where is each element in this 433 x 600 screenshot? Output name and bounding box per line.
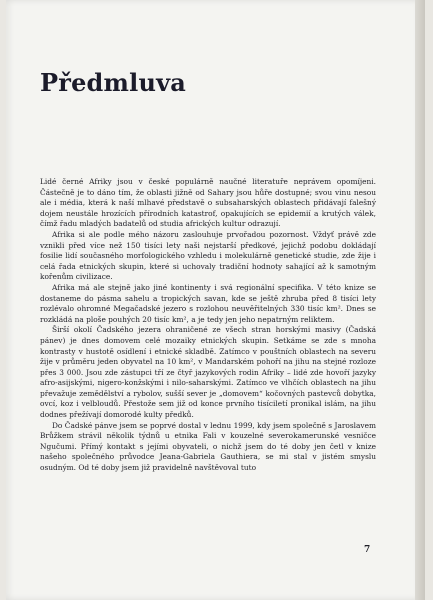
paragraph-1: Lidé černé Afriky jsou v české populárně naučné literatuře neprávem opomíjeni. Částečně je to dáno tím, že oblasti jižně od Sahary jsou hůře dostupné; svou vinu nesou ale i média, která k naší mlhavé představě o subsaharských oblastech přidávají falešný dojem neustále hrozících přírodních katastrof, opakujících se epidemií a krutých válek, čímž řadu mladých badatelů od studia afrických kultur odrazují. [40,177,376,229]
book-page [6,0,425,600]
paragraph-4: Širší okolí Čadského jezera ohraničené ze všech stran horskými masivy (Čadská pánev) je dnes domovem celé mozaiky etnických skupin. Setkáme se zde s mnoha kontrasty v hustotě osídlení i etnické skladbě. Zatímco v pouštních oblastech na severu žije v průměru jeden obyvatel na 10 km², v Mandarském pohoří na jihu na stejné rozloze přes 3 000. Jsou zde zástupci tří ze čtyř jazykových rodin Afriky – lidé zde hovoří jazyky afro-asijskými, nigero-konžskými i nilo-saharskými. Zatímco ve vlhčích oblastech na jihu převažuje zemědělství a rybolov, sušší sever je „domovem“ kočovných pastevců dobytka, ovcí, koz i velbloudů. Přestože sem již od konce prvního tisíciletí pronikal islám, na jihu dodnes přežívají domorodé kulty předků. [40,325,376,420]
chapter-title: Předmluva [40,68,186,97]
paragraph-5: Do Čadské pánve jsem se poprvé dostal v lednu 1999, kdy jsem společně s Jaroslavem Brůžkem strávil několik týdnů u etnika Fali v kouzelné severokamerunské vesničce Ngučumi. Přímý kontakt s jejími obyvateli, o nichž jsem do té doby jen četl v knize našeho společného průvodce Jeana-Gabriela Gauthiera, se mi stal v jistém smyslu osudným. Od té doby jsem již pravidelně navštěvoval tuto [40,420,376,473]
page-number: 7 [364,545,371,555]
body-text [40,177,376,474]
paragraph-3: Afrika má ale stejně jako jiné kontinenty i svá regionální specifika. V této knize se dostaneme do pásma sahelu a tropických savan, kde se ještě zhruba před 8 tisíci lety rozlévalo ohromné Megačadské jezero s rozlohou neuvěřitelných 330 tisíc km². Dnes se rozkládá na ploše pouhých 20 tisíc km², a je tedy jen jeho nepatrným reliktem. [40,282,376,324]
paragraph-2: Afrika si ale podle mého názoru zaslouhuje prvořadou pozornost. Vždyť právě zde vznikli před více než 150 tisíci lety naši nejstarší předkové, jejichž podobu dokládají fosilie lidí současného morfologického vzhledu i molekulárně genetické studie, zde žije i celá řada etnických skupin, které si uchovaly tradiční hodnoty sahající až k samotným kořenům civilizace. [40,229,376,282]
page-edge [415,0,425,600]
